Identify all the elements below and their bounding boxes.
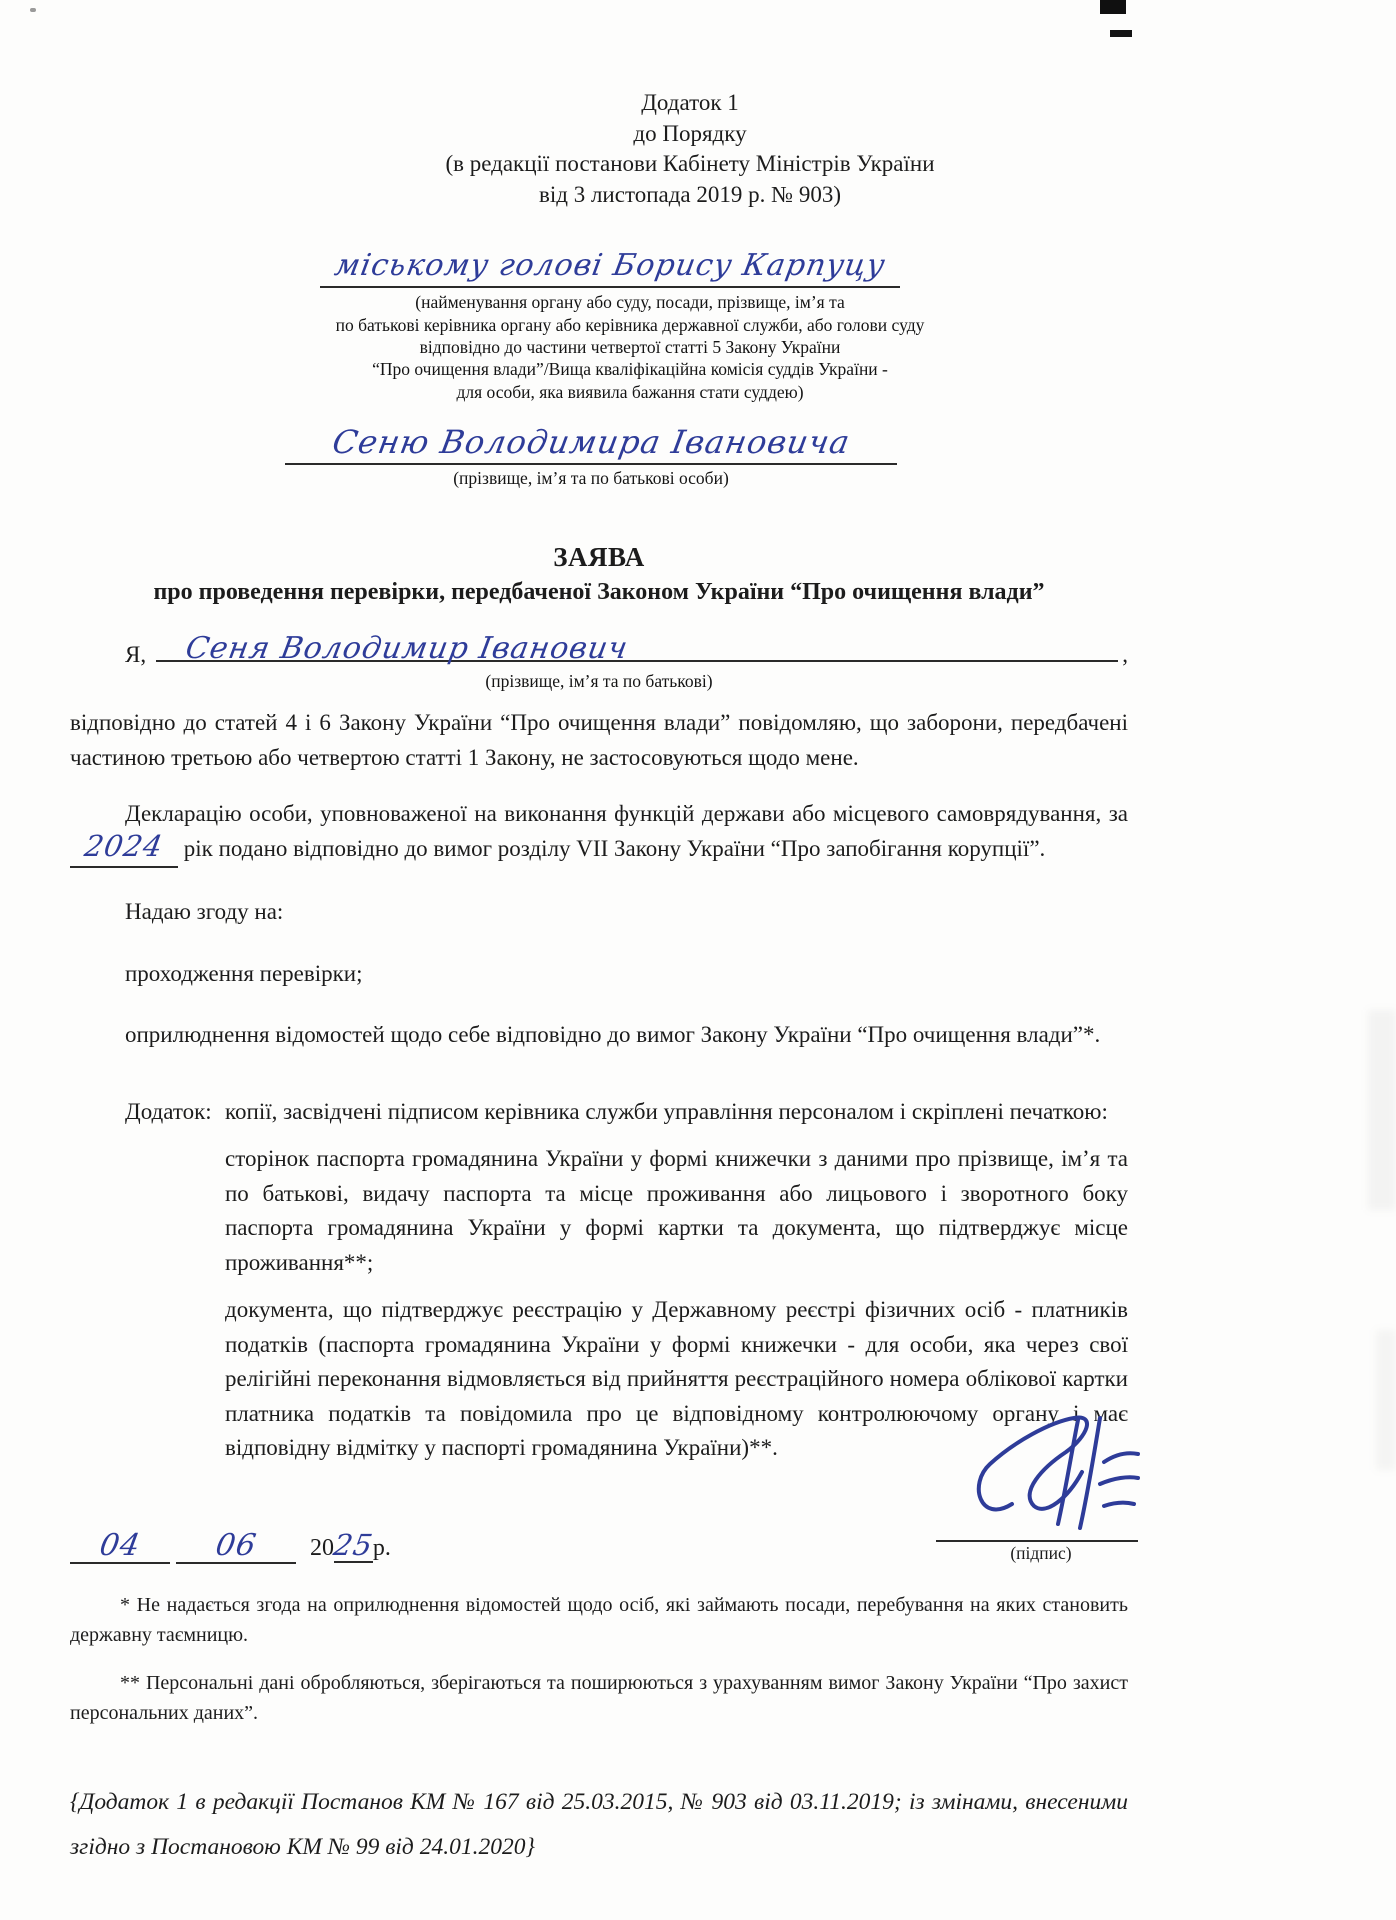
- scan-corner-mark: [1100, 0, 1126, 14]
- attachment-item-2: документа, що підтверджує реєстрацію у Державному реєстрі фізичних осіб - платників податків (паспорта громадянина України у формі книжечки - для особи, яка через свої релігійні переконання відмовляється від прийняття реєстраційного номера облікової картки платника податків та повідомила про це відповідному контролюючому органу і має відповідну відмітку у паспорті громадянина України)**.: [225, 1297, 1128, 1461]
- date-year-blank: [331, 1527, 376, 1563]
- date-year-handwriting: 25: [331, 1527, 376, 1562]
- consent-item-2: оприлюднення відомостей щодо себе відповідно до вимог Закону України “Про очищення влади”*.: [125, 1022, 1101, 1048]
- scan-dash-mark: [1110, 30, 1132, 37]
- addressee-caption-line-2: по батькові керівника органу або керівника державної служби, або голови суду: [335, 314, 925, 335]
- applicant-name-blank: [156, 622, 1118, 666]
- header-line-3: (в редакції постанови Кабінету Міністрів України: [445, 151, 935, 177]
- body-paragraph-2: [70, 797, 1128, 868]
- signature-underline: [936, 1540, 1138, 1542]
- signature-caption: (підпис): [1010, 1542, 1072, 1563]
- body-paragraph-1: відповідно до статей 4 і 6 Закону України “Про очищення влади” повідомляю, що заборони, передбачені частиною третьою або четвертою статті 1 Закону, не застосовуються щодо мене.: [70, 710, 1128, 770]
- date-month-handwriting: 06: [212, 1527, 260, 1563]
- date-month-blank: [176, 1527, 296, 1564]
- appendix-header: [370, 88, 1010, 210]
- attachment-intro: копії, засвідчені підписом керівника служби управління персоналом і скріплені печаткою:: [225, 1098, 1108, 1124]
- scan-smudge: [1368, 1010, 1396, 1210]
- statement-subtitle: про проведення перевірки, передбаченої Законом України “Про очищення влади”: [153, 578, 1045, 605]
- signing-row: [70, 1500, 1128, 1564]
- person-handwriting-line: [285, 415, 897, 465]
- applicant-prefix: Я,: [125, 641, 147, 667]
- applicant-line: [70, 622, 1128, 668]
- declaration-year-handwriting: 2024: [82, 828, 166, 863]
- addressee-caption-line-1: (найменування органу або суду, посади, прізвище, ім’я та: [415, 292, 845, 313]
- consent-intro: Надаю згоду на:: [125, 899, 284, 925]
- applicant-caption: (прізвище, ім’я та по батькові): [485, 670, 713, 691]
- footnote-1: * Не надається згода на оприлюднення відомостей щодо осіб, які займають посади, перебування на яких становить державну таємницю.: [70, 1593, 1128, 1646]
- footnote-2: ** Персональні дані обробляються, зберігаються та поширюються з урахуванням вимог Закону України “Про захист персональних даних”.: [70, 1671, 1128, 1724]
- header-line-2: до Порядку: [633, 120, 747, 146]
- applicant-name-handwriting: Сеня Володимир Іванович: [183, 630, 632, 666]
- signature-scribble: [954, 1406, 1144, 1556]
- paragraph2-text-after: рік подано відповідно до вимог розділу VII Закону України “Про запобігання корупції”.: [183, 835, 1046, 861]
- date-day-blank: [70, 1527, 170, 1564]
- attachment-label: Додаток:: [125, 1098, 212, 1124]
- attachment-item-1: сторінок паспорта громадянина України у формі книжечки з даними про прізвище, ім’я та по батькові, видачу паспорта та місце проживання або лицьового і зворотного боку паспорта громадянина України у формі картки та документа, що підтверджує місце проживання**;: [225, 1146, 1128, 1275]
- addressee-handwriting: міському голові Борису Карпуцу: [331, 248, 889, 284]
- addressee-handwriting-line: [320, 240, 900, 288]
- date-year-prefix: 20: [310, 1534, 334, 1561]
- signature-group: [936, 1500, 1146, 1564]
- amendment-note: {Додаток 1 в редакції Постанов КМ № 167 від 25.03.2015, № 903 від 03.11.2019; із змінами, внесеними згідно з Постановою КМ № 99 від 24.01.2020}: [70, 1788, 1128, 1861]
- date-day-handwriting: 04: [96, 1527, 144, 1563]
- date-suffix: р.: [372, 1534, 391, 1561]
- date-group: [70, 1527, 391, 1564]
- statement-title: ЗАЯВА: [553, 541, 645, 572]
- scan-smudge: [1376, 1330, 1396, 1470]
- person-name-handwriting: Сеню Володимира Івановича: [329, 423, 853, 462]
- declaration-year-blank: [70, 828, 178, 869]
- addressee-caption-line-4: “Про очищення влади”/Вища кваліфікаційна комісія суддів України -: [372, 359, 888, 380]
- addressee-caption-line-5: для особи, яка виявила бажання стати суддею): [456, 381, 804, 402]
- header-line-1: Додаток 1: [641, 90, 739, 115]
- paragraph2-text-before: Декларацію особи, уповноваженої на виконання функцій держави або місцевого самоврядування, за: [125, 801, 1128, 827]
- consent-item-1: проходження перевірки;: [125, 960, 363, 986]
- scan-speck: [30, 8, 36, 12]
- applicant-trailing-comma: ,: [1122, 641, 1128, 667]
- addressee-caption-line-3: відповідно до частини четвертої статті 5 Закону України: [419, 337, 841, 358]
- person-name-caption: (прізвище, ім’я та по батькові особи): [453, 468, 729, 489]
- addressee-caption-block: [280, 291, 980, 403]
- header-line-4: від 3 листопада 2019 р. № 903): [539, 181, 841, 207]
